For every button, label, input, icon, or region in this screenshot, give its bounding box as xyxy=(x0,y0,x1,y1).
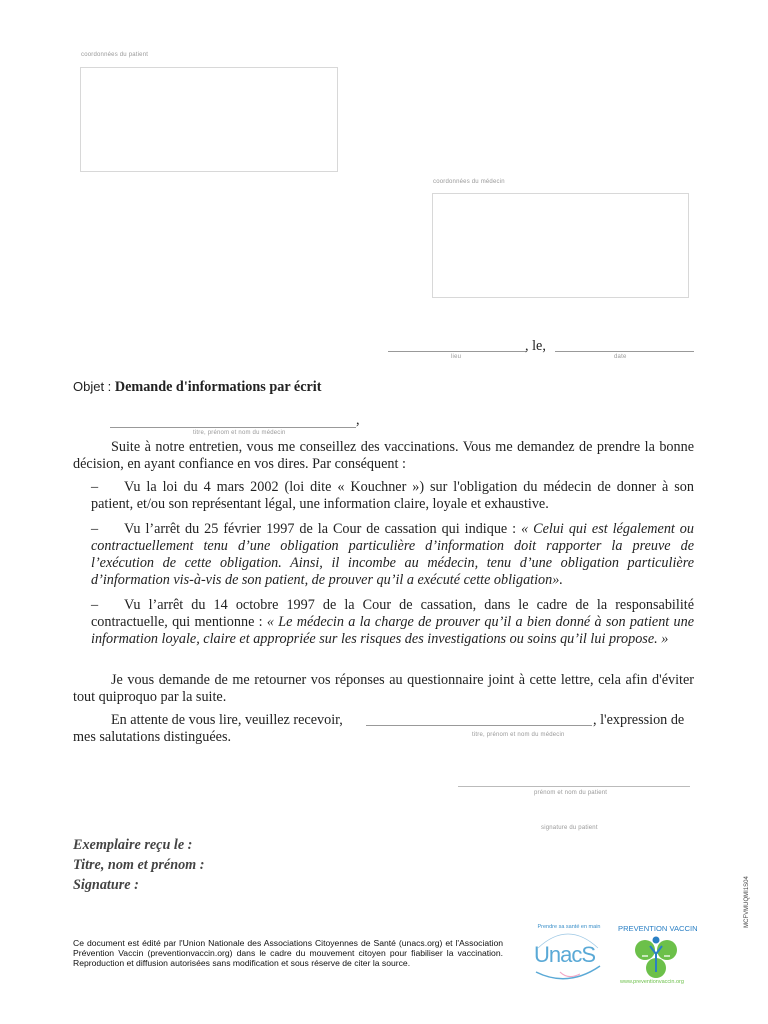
objet-prefix: Objet : xyxy=(73,379,112,394)
salutation-label: titre, prénom et nom du médecin xyxy=(193,430,286,436)
closing-label: titre, prénom et nom du médecin xyxy=(472,732,565,738)
closing-start: En attente de vous lire, veuillez recevoir, xyxy=(111,712,343,728)
intro-paragraph: Suite à notre entretien, vous me conseillez des vaccinations. Vous me demandez de prendre la bonne décision, en ayant confiance en vos dires. Par conséquent : xyxy=(73,439,694,472)
patient-signature-label: signature du patient xyxy=(541,825,598,831)
place-label: lieu xyxy=(451,354,462,360)
unacs-arc-text: Prendre sa santé en main xyxy=(537,924,601,930)
bullet-2-plain: Vu l’arrêt du 25 février 1997 de la Cour de cassation qui indique : xyxy=(124,521,522,537)
bullet-3-plain: Vu l’arrêt du 14 octobre 1997 de la Cour de cassation, dans le cadre de la responsabilité contractuelle, qui mentionne : xyxy=(91,597,694,630)
bullet-2-text xyxy=(91,521,694,589)
bullet-1-dash: – xyxy=(91,479,99,495)
pv-scales-icon xyxy=(634,934,678,978)
bullet-2 xyxy=(91,521,694,589)
closing-line-2: mes salutations distinguées. xyxy=(73,729,232,745)
patient-coords-box xyxy=(80,67,338,172)
prevention-vaccin-logo xyxy=(614,922,700,988)
date-field-line xyxy=(555,337,694,352)
pv-url: www.preventionvaccin.org xyxy=(620,979,684,985)
patient-coords-label: coordonnées du patient xyxy=(81,52,149,58)
bullet-3-dash: – xyxy=(91,597,99,613)
bullet-3 xyxy=(91,597,694,648)
footer-text: Ce document est édité par l'Union Nationale des Associations Citoyennes de Santé (unacs.org) et l'Association Prévention Vaccin (preventionvaccin.org) dans le cadre du mouvement citoyen pour fiabiliser la vaccination. Reproduction et diffusion autorisées sans modification et sous réserve de citer la source. xyxy=(73,938,503,968)
doc-code: MCFVMUQMI1S04 xyxy=(744,876,750,928)
objet-line xyxy=(73,379,321,396)
bullet-2-dash: – xyxy=(91,521,99,537)
salutation-comma: , xyxy=(356,412,360,428)
place-field-line xyxy=(388,337,526,352)
bullet-1 xyxy=(91,479,694,513)
doctor-coords-label: coordonnées du médecin xyxy=(433,179,505,185)
pv-title: PREVENTION VACCIN xyxy=(618,924,698,933)
bullet-3-quote: « Le médecin a la charge de prouver qu’il a bien donné à son patient une information loyale, claire et appropriée sur les risques des investigations ou soins qu’il lui propose. » xyxy=(91,614,695,647)
receipt-signature: Signature : xyxy=(73,877,139,893)
receipt-name: Titre, nom et prénom : xyxy=(73,857,205,873)
patient-name-label: prénom et nom du patient xyxy=(534,790,608,796)
bullet-2-quote: « Celui qui est légalement ou contractuellement tenu d’une obligation particulière d’information doit rapporter la preuve de l’exécution de cette obligation. Ainsi, il incombe au médecin, tenu d’une obligation particulière d’information vis-à-vis de son patient, de prouver qu’il a exécuté cette obligation». xyxy=(91,521,694,588)
closing-field-line xyxy=(366,711,592,726)
unacs-logo xyxy=(530,922,606,986)
date-label: date xyxy=(614,354,627,360)
objet-title: Demande d'informations par écrit xyxy=(114,379,322,395)
place-date-separator: , le, xyxy=(525,338,546,354)
salutation-line xyxy=(110,413,356,428)
closing-end: , l'expression de xyxy=(593,712,685,728)
patient-name-line xyxy=(458,786,690,787)
doctor-coords-box xyxy=(432,193,689,298)
bullet-3-text xyxy=(91,597,694,648)
request-paragraph: Je vous demande de me retourner vos réponses au questionnaire joint à cette lettre, cela afin d'éviter tout quiproquo par la suite. xyxy=(73,672,694,705)
unacs-name: UnacS xyxy=(534,942,596,967)
receipt-date: Exemplaire reçu le : xyxy=(73,837,193,853)
bullet-1-text: Vu la loi du 4 mars 2002 (loi dite « Kouchner ») sur l'obligation du médecin de donner à son patient, et/ou son représentant légal, une information claire, loyale et exhaustive. xyxy=(91,479,694,512)
